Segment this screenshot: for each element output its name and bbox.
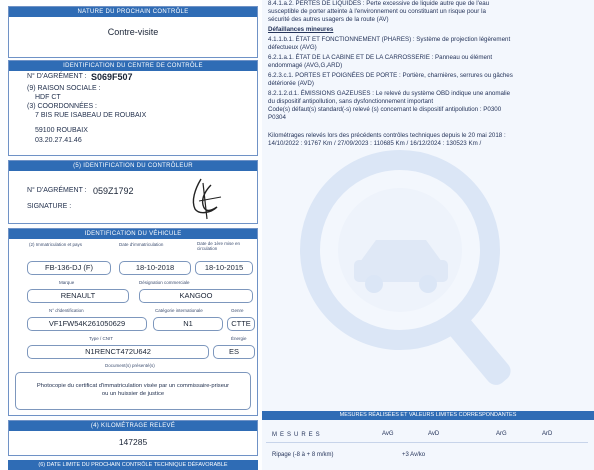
mesures-header: MESURES RÉALISÉES ET VALEURS LIMITES CORRESPONDANTES bbox=[262, 411, 594, 420]
mineure-2b: endommagé (AVG,G,ARD) bbox=[268, 62, 343, 69]
mineure-4d: P0304 bbox=[268, 114, 286, 121]
mineure-3b: détériorée (AVD) bbox=[268, 80, 314, 87]
label-immat: (2) Immatriculation et pays bbox=[29, 242, 83, 247]
documents-line2: ou un huissier de justice bbox=[101, 391, 165, 397]
mesures-col-label: MESURES bbox=[272, 432, 323, 438]
centre-coord-label: (3) COORDONNÉES : bbox=[27, 103, 98, 110]
mineures-title: Défaillances mineures bbox=[268, 26, 334, 33]
centre-coord-line2: 59100 ROUBAIX bbox=[35, 127, 88, 134]
kilometrage-header: (4) KILOMÉTRAGE RELEVÉ bbox=[9, 421, 257, 431]
documents-line1: Photocopie du certificat d'immatriculation visée par un commissaire-priseur bbox=[36, 383, 230, 389]
label-genre: Genre bbox=[231, 308, 244, 313]
mineure-1b: défectueux (AVG) bbox=[268, 44, 317, 51]
label-documents: Document(s) présenté(s) bbox=[105, 363, 155, 368]
nature-value: Contre-visite bbox=[107, 27, 159, 37]
documents-field bbox=[15, 372, 251, 410]
kilometrage-value: 147285 bbox=[118, 437, 148, 447]
immat-field: FB-136-DJ (F) bbox=[27, 261, 111, 275]
categorie-field: N1 bbox=[153, 317, 223, 331]
defaut-line1: 8.4.1.a.2. PERTES DE LIQUIDES : Perte excessive de liquide autre que de l'eau bbox=[268, 0, 490, 7]
mesures-divider bbox=[266, 442, 588, 443]
centre-agrement-label: N° D'AGRÉMENT : bbox=[27, 73, 87, 80]
mesures-col-avg: AvG bbox=[382, 431, 394, 437]
energie-field: ES bbox=[213, 345, 255, 359]
label-marque: Marque bbox=[59, 280, 75, 285]
label-designation: Désignation commerciale bbox=[139, 280, 190, 285]
centre-coord-line1: 7 BIS RUE ISABEAU DE ROUBAIX bbox=[35, 112, 147, 119]
label-vin: N° d'identification bbox=[49, 308, 84, 313]
defaut-line3: sécurité des autres usagers de la route (AV) bbox=[268, 16, 389, 23]
centre-raison-value: HDF CT bbox=[35, 94, 61, 101]
ripage-label: Ripage (-8 à + 8 m/km) bbox=[272, 452, 334, 458]
type-field: N1RENCT472U642 bbox=[27, 345, 209, 359]
nature-box bbox=[8, 6, 258, 58]
label-energie: Énergie bbox=[231, 336, 247, 341]
marque-field: RENAULT bbox=[27, 289, 129, 303]
mesures-col-arg: ArG bbox=[496, 431, 507, 437]
centre-coord-line3: 03.20.27.41.46 bbox=[35, 137, 82, 144]
date-circ-field: 18-10-2015 bbox=[195, 261, 253, 275]
controleur-header: (5) IDENTIFICATION DU CONTRÔLEUR bbox=[9, 161, 257, 171]
designation-field: KANGOO bbox=[139, 289, 253, 303]
controleur-agrement-value: 059Z1792 bbox=[93, 186, 134, 196]
label-date-immat: Date d'immatriculation bbox=[119, 242, 164, 247]
mineure-2a: 6.2.1.a.1. ÉTAT DE LA CABINE ET DE LA CARROSSERIE : Panneau ou élément bbox=[268, 54, 493, 61]
mineure-4b: du dispositif antipollution, sans dysfonctionnement important bbox=[268, 98, 434, 105]
kilometrages-prec-2: 14/10/2022 : 91767 Km / 27/09/2023 : 110685 Km / 16/12/2024 : 130523 Km / bbox=[268, 140, 482, 147]
mineure-3a: 6.2.3.c.1. PORTES ET POIGNÉES DE PORTE : Portière, charnières, serrures ou gâches bbox=[268, 72, 513, 79]
mesures-col-ard: ArD bbox=[542, 431, 553, 437]
label-date-circ: Date de 1ère mise en circulation bbox=[197, 241, 241, 251]
controleur-signature-label: SIGNATURE : bbox=[27, 203, 72, 210]
defaut-line2: susceptible de porter atteinte à l'environnement ou constituant un risque pour la bbox=[268, 8, 486, 15]
kilometrage-box bbox=[8, 420, 258, 456]
centre-box bbox=[8, 60, 258, 156]
bottom-header: (6) DATE LIMITE DU PROCHAIN CONTRÔLE TECHNIQUE DÉFAVORABLE bbox=[8, 460, 258, 470]
controleur-box bbox=[8, 160, 258, 224]
date-immat-field: 18-10-2018 bbox=[119, 261, 191, 275]
mineure-4c: Code(s) défaut(s) standard(-s) relevé (s) concernant le dispositif antipollution : P0300 bbox=[268, 106, 502, 113]
mesures-col-avd: AvD bbox=[428, 431, 440, 437]
ripage-value: +3 Av/ko bbox=[402, 452, 426, 458]
kilometrages-prec-1: Kilométrages relevés lors des précédents contrôles techniques depuis le 20 mai 2018 : bbox=[268, 132, 506, 139]
signature-drawing bbox=[181, 175, 231, 221]
centre-header: IDENTIFICATION DU CENTRE DE CONTRÔLE bbox=[9, 61, 257, 71]
vin-field: VF1FW54K261050629 bbox=[27, 317, 147, 331]
genre-field: CTTE bbox=[227, 317, 255, 331]
centre-agrement-value: S069F507 bbox=[91, 72, 133, 82]
mineure-1a: 4.1.1.b.1. ÉTAT ET FONCTIONNEMENT (PHARES) : Système de projection légèrement bbox=[268, 36, 511, 43]
mineure-4a: 8.2.1.2.d.1. ÉMISSIONS GAZEUSES : Le relevé du système OBD indique une anomalie bbox=[268, 90, 511, 97]
centre-raison-label: (9) RAISON SOCIALE : bbox=[27, 85, 101, 92]
magnifier-watermark-icon bbox=[290, 150, 540, 400]
vehicule-header: IDENTIFICATION DU VÉHICULE bbox=[9, 229, 257, 239]
label-type: Type / CNIT bbox=[89, 336, 114, 341]
vehicule-box bbox=[8, 228, 258, 416]
nature-header: NATURE DU PROCHAIN CONTRÔLE bbox=[9, 7, 257, 17]
controleur-agrement-label: N° D'AGRÉMENT : bbox=[27, 187, 87, 194]
label-categorie: Catégorie internationale bbox=[155, 308, 203, 313]
